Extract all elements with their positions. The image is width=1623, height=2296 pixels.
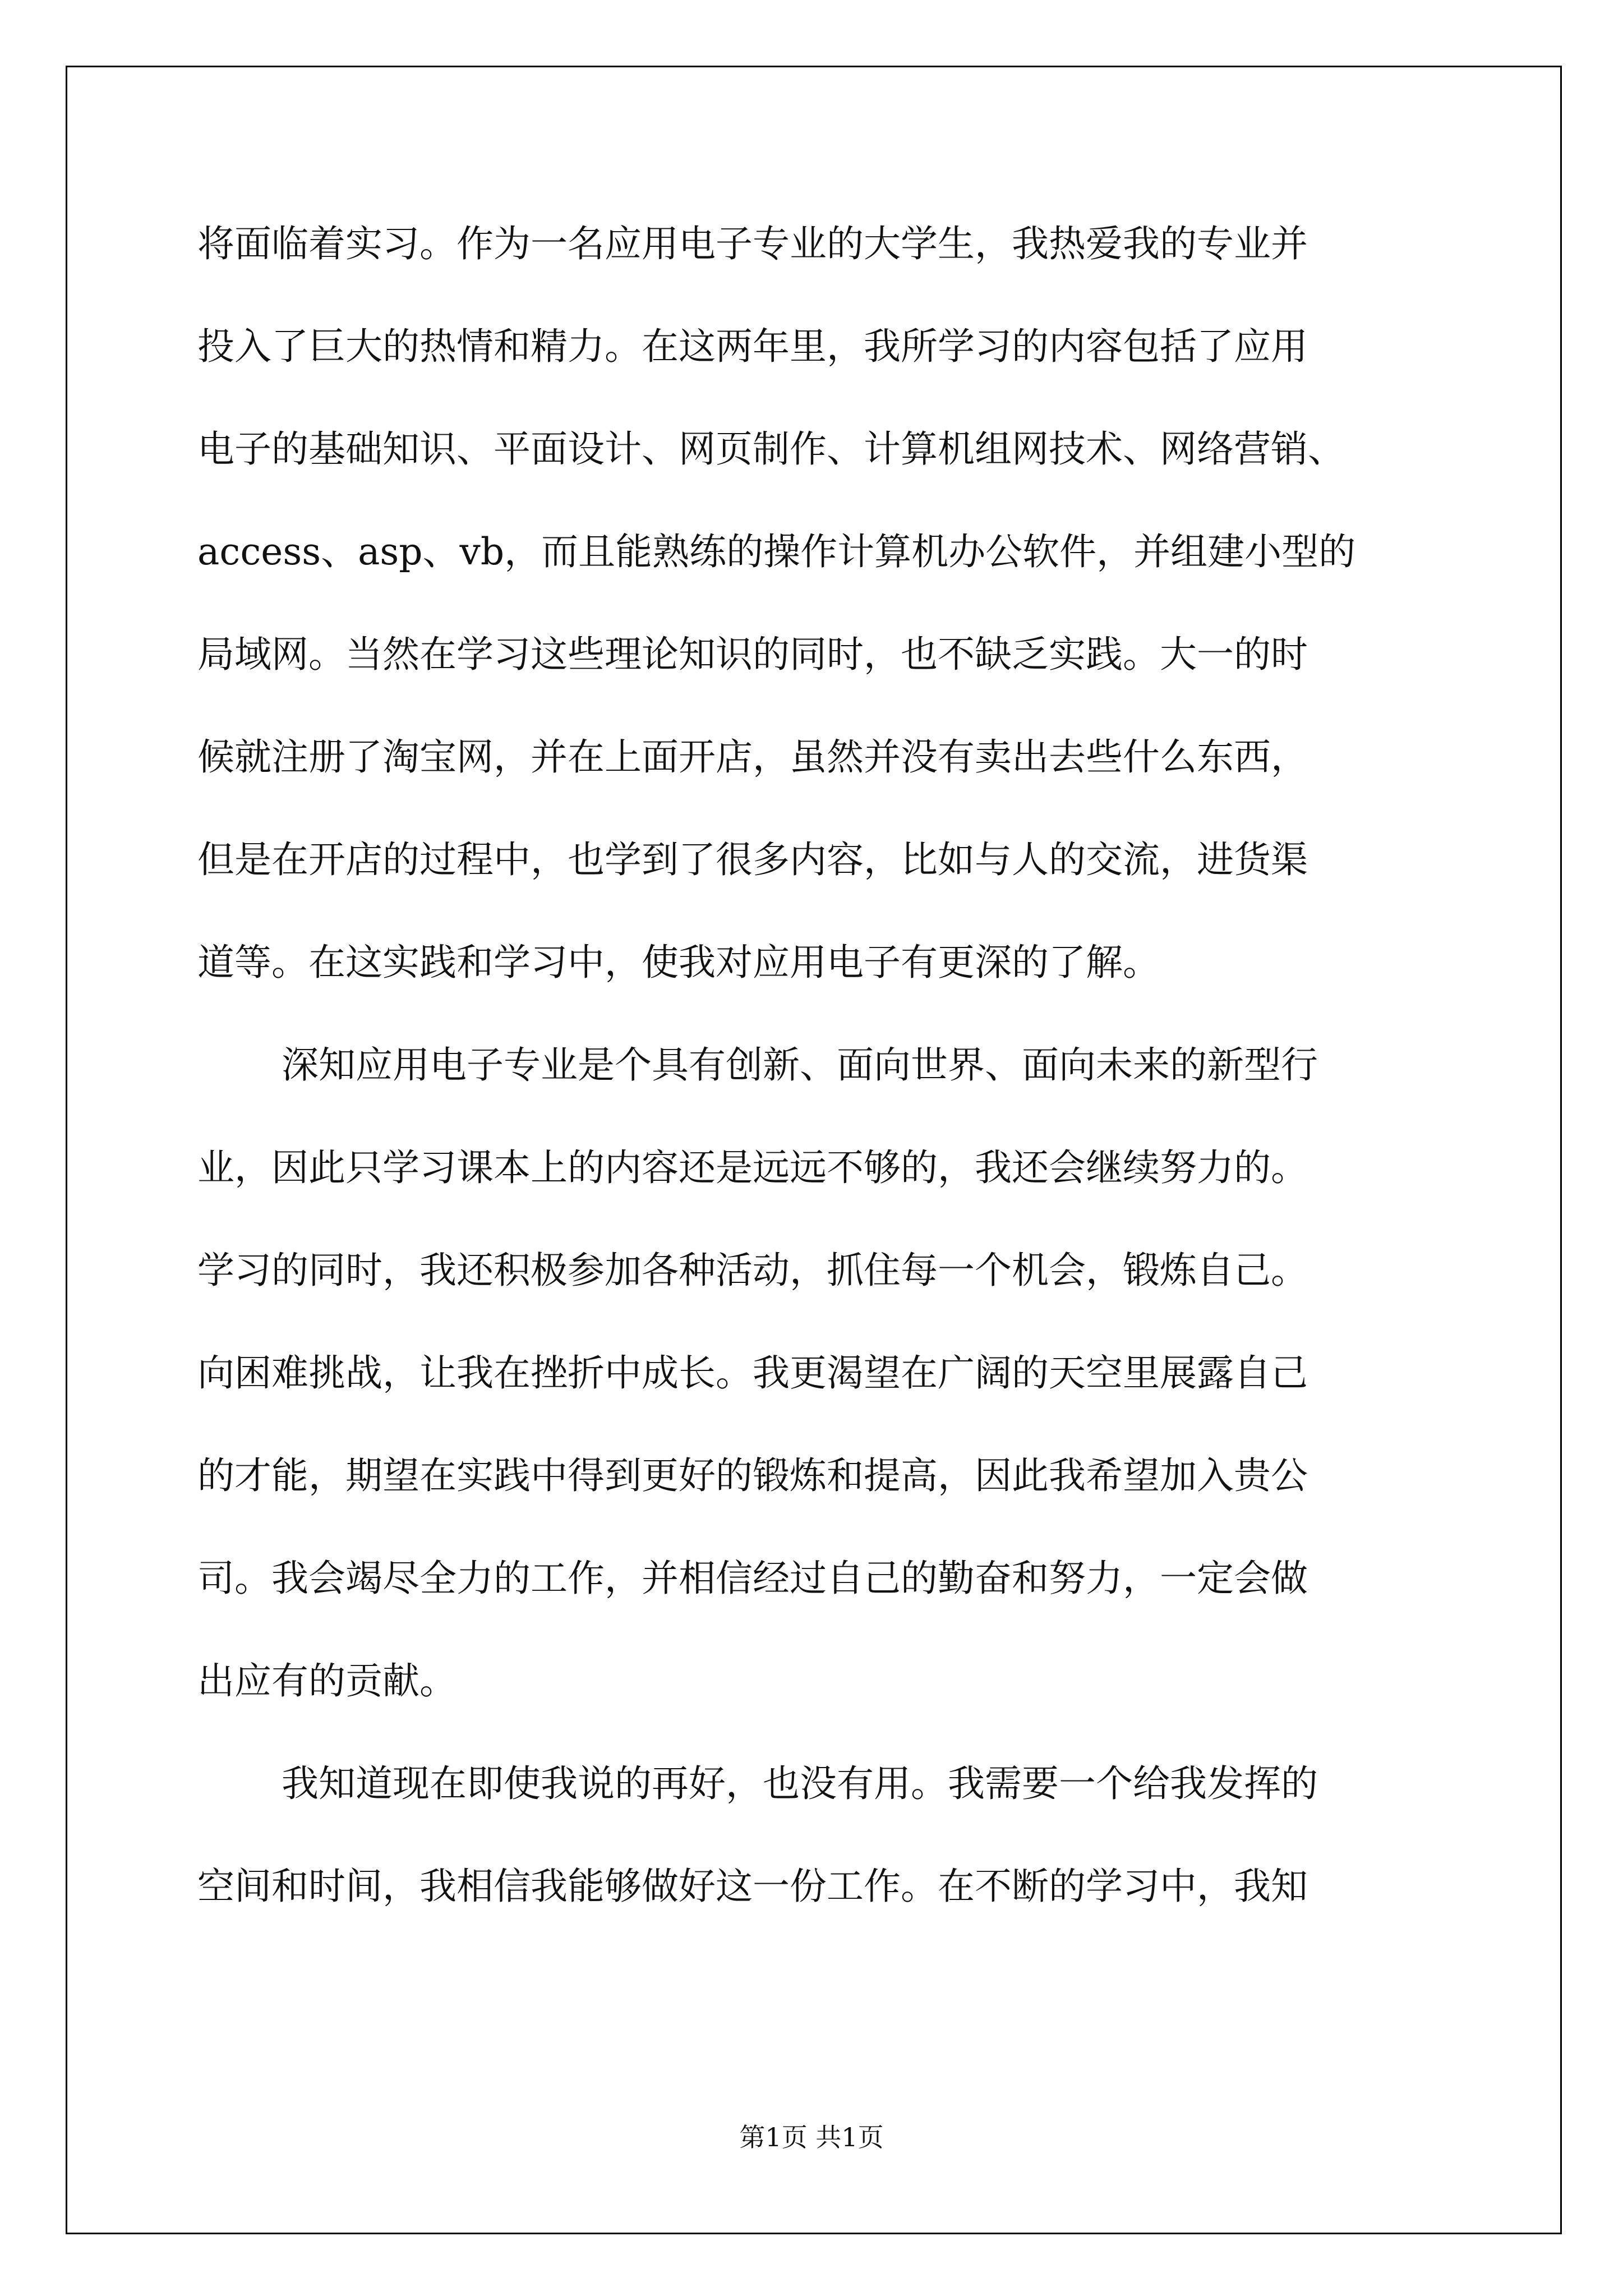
text-line: 电子的基础知识、平面设计、网页制作、计算机组网技术、网络营销、 — [197, 427, 1345, 471]
text-line: 学习的同时，我还积极参加各种活动，抓住每一个机会，锻炼自己。 — [197, 1249, 1308, 1292]
text-line: 的才能，期望在实践中得到更好的锻炼和提高，因此我希望加入贵公 — [197, 1454, 1308, 1497]
text-line: 将面临着实习。作为一名应用电子专业的大学生，我热爱我的专业并 — [197, 222, 1308, 265]
text-line: 业，因此只学习课本上的内容还是远远不够的，我还会继续努力的。 — [197, 1146, 1308, 1189]
text-line: 司。我会竭尽全力的工作，并相信经过自己的勤奋和努力，一定会做 — [197, 1557, 1308, 1600]
text-line: 候就注册了淘宝网，并在上面开店，虽然并没有卖出去些什么东西， — [197, 735, 1308, 779]
text-line: 空间和时间，我相信我能够做好这一份工作。在不断的学习中，我知 — [197, 1865, 1308, 1908]
text-line: 投入了巨大的热情和精力。在这两年里，我所学习的内容包括了应用 — [197, 325, 1308, 368]
text-line: 局域网。当然在学习这些理论知识的同时，也不缺乏实践。大一的时 — [197, 633, 1308, 676]
page-number-footer: 第1页 共1页 — [739, 2122, 884, 2152]
text-line: access、asp、vb，而且能熟练的操作计算机办公软件，并组建小型的 — [197, 530, 1356, 573]
paragraph-first-line: 我知道现在即使我说的再好，也没有用。我需要一个给我发挥的 — [282, 1762, 1318, 1805]
text-line: 但是在开店的过程中，也学到了很多内容，比如与人的交流，进货渠 — [197, 838, 1308, 881]
text-line: 向困难挑战，让我在挫折中成长。我更渴望在广阔的天空里展露自己 — [197, 1351, 1308, 1395]
text-line: 道等。在这实践和学习中，使我对应用电子有更深的了解。 — [197, 941, 1160, 984]
paragraph-first-line: 深知应用电子专业是个具有创新、面向世界、面向未来的新型行 — [282, 1043, 1318, 1087]
text-line: 出应有的贡献。 — [197, 1659, 457, 1703]
document-body — [197, 216, 1465, 1961]
